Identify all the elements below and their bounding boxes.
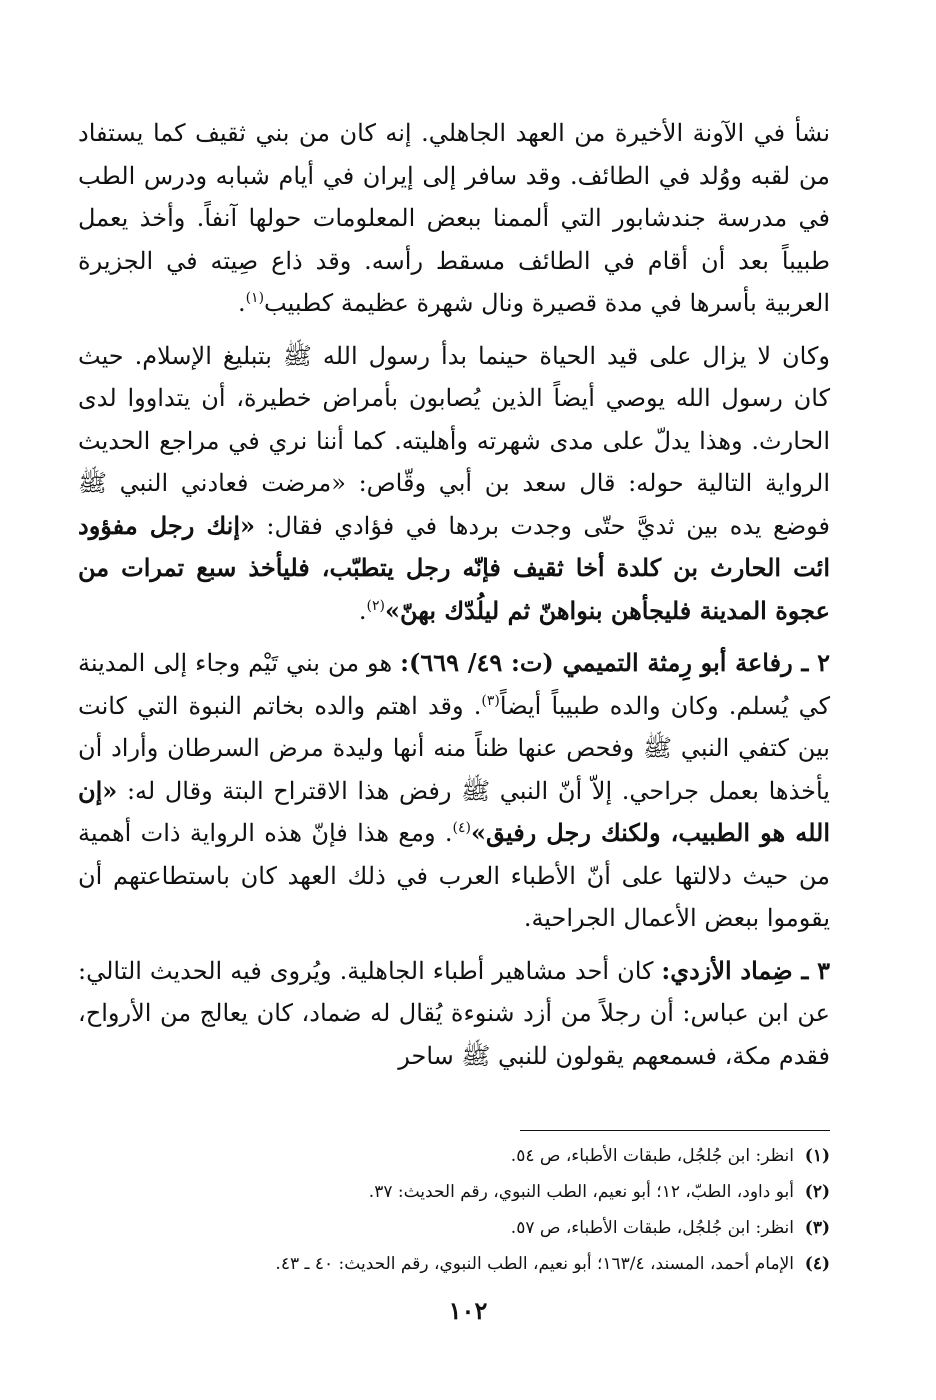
footnote-3 bbox=[100, 1210, 830, 1246]
footnote-4-text: الإمام أحمد، المسند، ١٦٣/٤؛ أبو نعيم، الطب النبوي، رقم الحديث: ٤٠ ـ ٤٣. bbox=[275, 1254, 794, 1274]
footnote-ref-1[interactable]: (١) bbox=[245, 290, 265, 306]
paragraph-3-text-2: . وقد اهتم والده بخاتم النبوة التي كانت بين كتفي النبي ﷺ وفحص عنها ظناً منه أنها وليدة مرض السرطان وأراد أن يأخذها بعمل جراحي. إلاّ أنّ النبي ﷺ رفض هذا الاقتراح البتة وقال له: bbox=[78, 691, 830, 805]
paragraph-1-text: نشأ في الآونة الأخيرة من العهد الجاهلي. إنه كان من بني ثقيف كما يستفاد من لقبه ووُلد في الطائف. وقد سافر إلى إيران في أيام شبابه ودرس الطب في مدرسة جندشابور التي ألممنا ببعض المعلومات حولها آنفاً. وأخذ يعمل طبيباً بعد أن أقام في الطائف مسقط رأسه. وقد ذاع صِيته في الجزيرة العربية بأسرها في مدة قصيرة ونال شهرة عظيمة كطبيب bbox=[78, 119, 830, 317]
paragraph-3-text-1: هو من بني تَيْم وجاء إلى المدينة كي يُسلم. وكان والده طبيباً أيضاً bbox=[78, 649, 830, 720]
paragraph-2-text: وكان لا يزال على قيد الحياة حينما بدأ رسول الله ﷺ بتبليغ الإسلام. حيث كان رسول الله يوصي أيضاً الذين يُصابون بأمراض خطيرة، أن يتداووا لدى الحارث. وهذا يدلّ على مدى شهرته وأهليته. كما أننا نري في مراجع الحديث الرواية التالية حوله: قال سعد بن أبي وقّاص: «مرضت فعادني النبي ﷺ فوضع يده بين ثديَّ حتّى وجدت بردها في فؤادي فقال: bbox=[78, 341, 831, 540]
footnote-4 bbox=[100, 1246, 830, 1282]
section-heading-dimad: ٣ ـ ضِماد الأزدي: bbox=[661, 955, 830, 985]
footnotes-list bbox=[100, 1138, 830, 1282]
footnote-2 bbox=[100, 1174, 830, 1210]
paragraph-1-end: . bbox=[237, 289, 246, 317]
footnote-divider bbox=[520, 1130, 830, 1131]
footnote-1-text: انظر: ابن جُلجُل، طبقات الأطباء، ص ٥٤. bbox=[510, 1146, 794, 1166]
footnote-4-number: (٤) bbox=[804, 1254, 830, 1274]
hadith-quote-1: «إنك رجل مفؤود ائت الحارث بن كلدة أخا ثقيف فإنّه رجل يتطبّب، فليأخذ سبع تمرات من عجوة المدينة فليجأهن بنواهنّ ثم ليلُدّك بهنّ» bbox=[78, 510, 830, 625]
paragraph-4 bbox=[78, 950, 830, 1078]
paragraph-3-text-3: . ومع هذا فإنّ هذه الرواية ذات أهمية من حيث دلالتها على أنّ الأطباء العرب في ذلك العهد كان باستطاعتهم أن يقوموا ببعض الأعمال الجراحية. bbox=[78, 819, 830, 932]
footnote-1-number: (١) bbox=[804, 1146, 830, 1166]
paragraph-1 bbox=[78, 112, 830, 325]
footnote-ref-2[interactable]: (٢) bbox=[366, 597, 385, 614]
page-number: ١٠٢ bbox=[448, 1296, 488, 1325]
footnote-2-text: أبو داود، الطبّ، ١٢؛ أبو نعيم، الطب النبوي، رقم الحديث: ٣٧. bbox=[368, 1182, 794, 1202]
paragraph-4-text: كان أحد مشاهير أطباء الجاهلية. ويُروى فيه الحديث التالي: عن ابن عباس: أن رجلاً من أزد شنوءة يُقال له ضماد، كان يعالج من الأرواح، فقدم مكة، فسمعهم يقولون للنبي ﷺ ساحر bbox=[78, 956, 830, 1070]
paragraph-3 bbox=[78, 642, 830, 940]
paragraph-2-end: . bbox=[358, 596, 367, 625]
footnote-ref-3[interactable]: (٣) bbox=[481, 692, 500, 709]
footnote-1 bbox=[100, 1138, 830, 1174]
page-body bbox=[78, 112, 830, 1077]
paragraph-2 bbox=[78, 335, 830, 633]
hadith-quote-2: «إن الله هو الطبيب، ولكنك رجل رفيق» bbox=[78, 775, 831, 847]
footnote-2-number: (٢) bbox=[804, 1182, 830, 1202]
section-heading-rifaa: ٢ ـ رفاعة أبو رِمثة التميمي (ت: ٤٩/ ٦٦٩): bbox=[400, 648, 831, 677]
footnote-3-text: انظر: ابن جُلجُل، طبقات الأطباء، ص ٥٧. bbox=[510, 1218, 794, 1238]
footnote-ref-4[interactable]: (٤) bbox=[452, 820, 471, 836]
footnote-3-number: (٣) bbox=[804, 1218, 830, 1238]
